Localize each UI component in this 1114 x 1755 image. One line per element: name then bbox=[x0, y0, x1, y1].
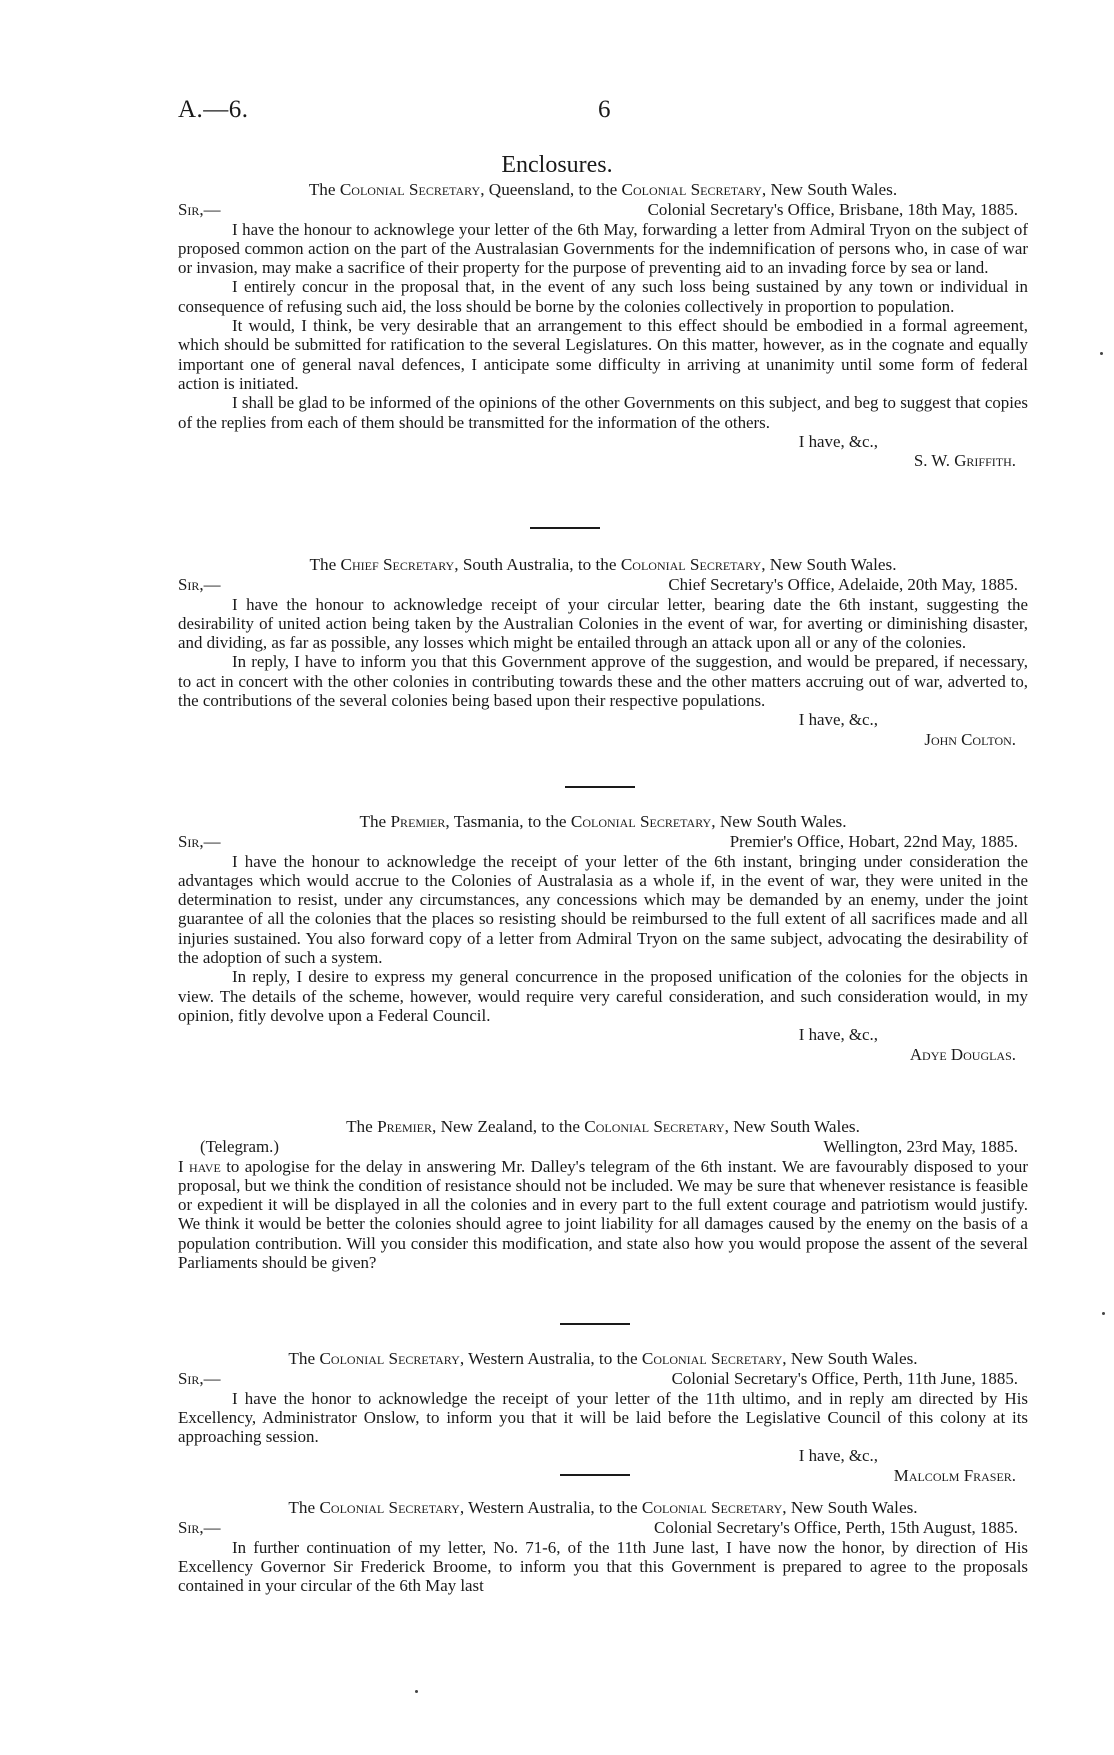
letter-tasmania bbox=[178, 812, 1028, 1064]
closing: I have, &c., bbox=[798, 1446, 878, 1466]
paragraph: I have the honour to acknowledge the receipt of your letter of the 6th instant, bringing under consideration the advantages which would accrue to the Colonies of Australasia as a whole if, in the event of war, they were united in the determination to resist, under any circumstances, any concessions which may be demanded by an enemy, under the joint guarantee of all the colonies that the places so resisting should be reimbursed to the full extent of all sacrifices made and all injuries sustained. You also forward copy of a letter from Admiral Tryon on the same subject, advocating the desirability of the adoption of such a system. bbox=[178, 851, 1028, 968]
letter-address: The Premier, New Zealand, to the Colonial Secretary, New South Wales. bbox=[346, 1117, 860, 1136]
place-date: Colonial Secretary's Office, Brisbane, 18th May, 1885. bbox=[647, 200, 1018, 220]
scan-speck bbox=[415, 1690, 418, 1693]
paragraph: In reply, I have to inform you that this Government approve of the suggestion, and would be prepared, if necessary, to act in concert with the other colonies in contributing towards these and the other matters accruing out of war, adverted to, the contributions of the several colonies being based upon their respective populations. bbox=[178, 652, 1028, 711]
place-date: Chief Secretary's Office, Adelaide, 20th May, 1885. bbox=[668, 575, 1018, 595]
scan-speck bbox=[1100, 352, 1103, 355]
section-divider bbox=[565, 786, 635, 788]
letter-meta bbox=[178, 1369, 1028, 1388]
document-reference: A.—6. bbox=[178, 96, 249, 123]
place-date: Wellington, 23rd May, 1885. bbox=[823, 1137, 1018, 1157]
page-number: 6 bbox=[598, 96, 611, 123]
salutation: Sir,— bbox=[178, 1518, 221, 1538]
salutation: Sir,— bbox=[178, 575, 221, 595]
place-date: Premier's Office, Hobart, 22nd May, 1885. bbox=[729, 832, 1018, 852]
letter-address: The Chief Secretary, South Australia, to the Colonial Secretary, New South Wales. bbox=[309, 555, 897, 574]
scan-speck bbox=[1102, 1312, 1105, 1315]
paragraph: I entirely concur in the proposal that, in the event of any such loss being sustained by any town or individual in consequence of refusing such aid, the loss should be borne by the colonies collectively in proportion to population. bbox=[178, 277, 1028, 316]
paragraph: I have the honour to acknowlege your letter of the 6th May, forwarding a letter from Admiral Tryon on the subject of proposed common action on the part of the Australasian Governments for the indemnification of persons who, in case of war or invasion, may make a sacrifice of their property for the purpose of preventing aid to an invading force by sea or land. bbox=[178, 219, 1028, 278]
paragraph: It would, I think, be very desirable that an arrangement to this effect should be embodied in a formal agreement, which should be submitted for ratification to the several Legislatures. On this matter, however, as in the cognate and equally important one of general naval defences, I anticipate some difficulty in arriving at unanimity until some form of federal action is initiated. bbox=[178, 316, 1028, 393]
paragraph: I have the honour to acknowledge receipt of your circular letter, bearing date the 6th instant, suggesting the desirability of united action being taken by the Australian Colonies in the event of war, for averting or diminishing disaster, and dividing, as far as possible, any losses which might be entailed through an attack upon all or any of the colonies. bbox=[178, 594, 1028, 653]
signature: S. W. Griffith. bbox=[913, 451, 1016, 471]
paragraph: In reply, I desire to express my general concurrence in the proposed unification of the colonies for the objects in view. The details of the scheme, however, would require very careful consideration, and such consideration would, in my opinion, fitly devolve upon a Federal Council. bbox=[178, 967, 1028, 1025]
letter-meta bbox=[178, 1137, 1028, 1156]
place-date: Colonial Secretary's Office, Perth, 15th August, 1885. bbox=[654, 1518, 1018, 1538]
paragraph: In further continuation of my letter, No. 71-6, of the 11th June last, I have now the honor, by direction of His Excellency Governor Sir Frederick Broome, to inform you that this Government is prepared to agree to the proposals contained in your circular of the 6th May last bbox=[178, 1537, 1028, 1596]
section-divider bbox=[560, 1323, 630, 1325]
letter-meta bbox=[178, 575, 1028, 594]
place-date: Colonial Secretary's Office, Perth, 11th June, 1885. bbox=[671, 1369, 1018, 1389]
section-divider bbox=[530, 527, 600, 529]
letter-meta bbox=[178, 200, 1028, 219]
letter-address: The Colonial Secretary, Western Australia, to the Colonial Secretary, New South Wales. bbox=[288, 1349, 918, 1368]
section-divider bbox=[560, 1474, 630, 1476]
letter-western-australia-june bbox=[178, 1349, 1028, 1485]
salutation: Sir,— bbox=[178, 832, 221, 852]
letter-address: The Colonial Secretary, Western Australia, to the Colonial Secretary, New South Wales. bbox=[288, 1498, 918, 1517]
salutation: Sir,— bbox=[178, 1369, 221, 1389]
signature: Adye Douglas. bbox=[909, 1044, 1016, 1064]
paragraph: I have the honor to acknowledge the receipt of your letter of the 11th ultimo, and in reply am directed by His Excellency, Administrator Onslow, to inform you that it will be laid before the Legislative Council of this colony at its approaching session. bbox=[178, 1388, 1028, 1447]
closing: I have, &c., bbox=[798, 1025, 878, 1045]
section-title: Enclosures. bbox=[501, 152, 613, 178]
letter-meta bbox=[178, 832, 1028, 851]
telegram-body: I have to apologise for the delay in answering Mr. Dalley's telegram of the 6th instant. We are favourably disposed to your proposal, but we think the condition of resistance should not be included. We may be sure that whenever resistance is feasible or expedient it will be displayed in all the colonies and in every part to the full extent courage and patriotism would justify. We think it would be better the colonies should agree to joint liability for all damages caused by the enemy on the basis of a population contribution. Will you consider this modification, and state also how you would propose the assent of the several Parliaments should be given? bbox=[178, 1156, 1028, 1273]
signature: Malcolm Fraser. bbox=[893, 1465, 1016, 1485]
paragraph: I shall be glad to be informed of the opinions of the other Governments on this subject, and beg to suggest that copies of the replies from each of them should be transmitted for the information of the others. bbox=[178, 393, 1028, 432]
closing: I have, &c., bbox=[798, 710, 878, 730]
letter-address: The Colonial Secretary, Queensland, to the Colonial Secretary, New South Wales. bbox=[308, 180, 898, 199]
letter-address: The Premier, Tasmania, to the Colonial Secretary, New South Wales. bbox=[359, 812, 847, 831]
letter-south-australia bbox=[178, 555, 1028, 749]
letter-meta bbox=[178, 1518, 1028, 1537]
letter-queensland bbox=[178, 180, 1028, 470]
letter-western-australia-august bbox=[178, 1498, 1028, 1595]
telegram-label: (Telegram.) bbox=[200, 1137, 280, 1157]
letter-new-zealand-telegram bbox=[178, 1117, 1028, 1272]
salutation: Sir,— bbox=[178, 200, 221, 220]
signature: John Colton. bbox=[924, 729, 1016, 749]
closing: I have, &c., bbox=[798, 431, 878, 451]
